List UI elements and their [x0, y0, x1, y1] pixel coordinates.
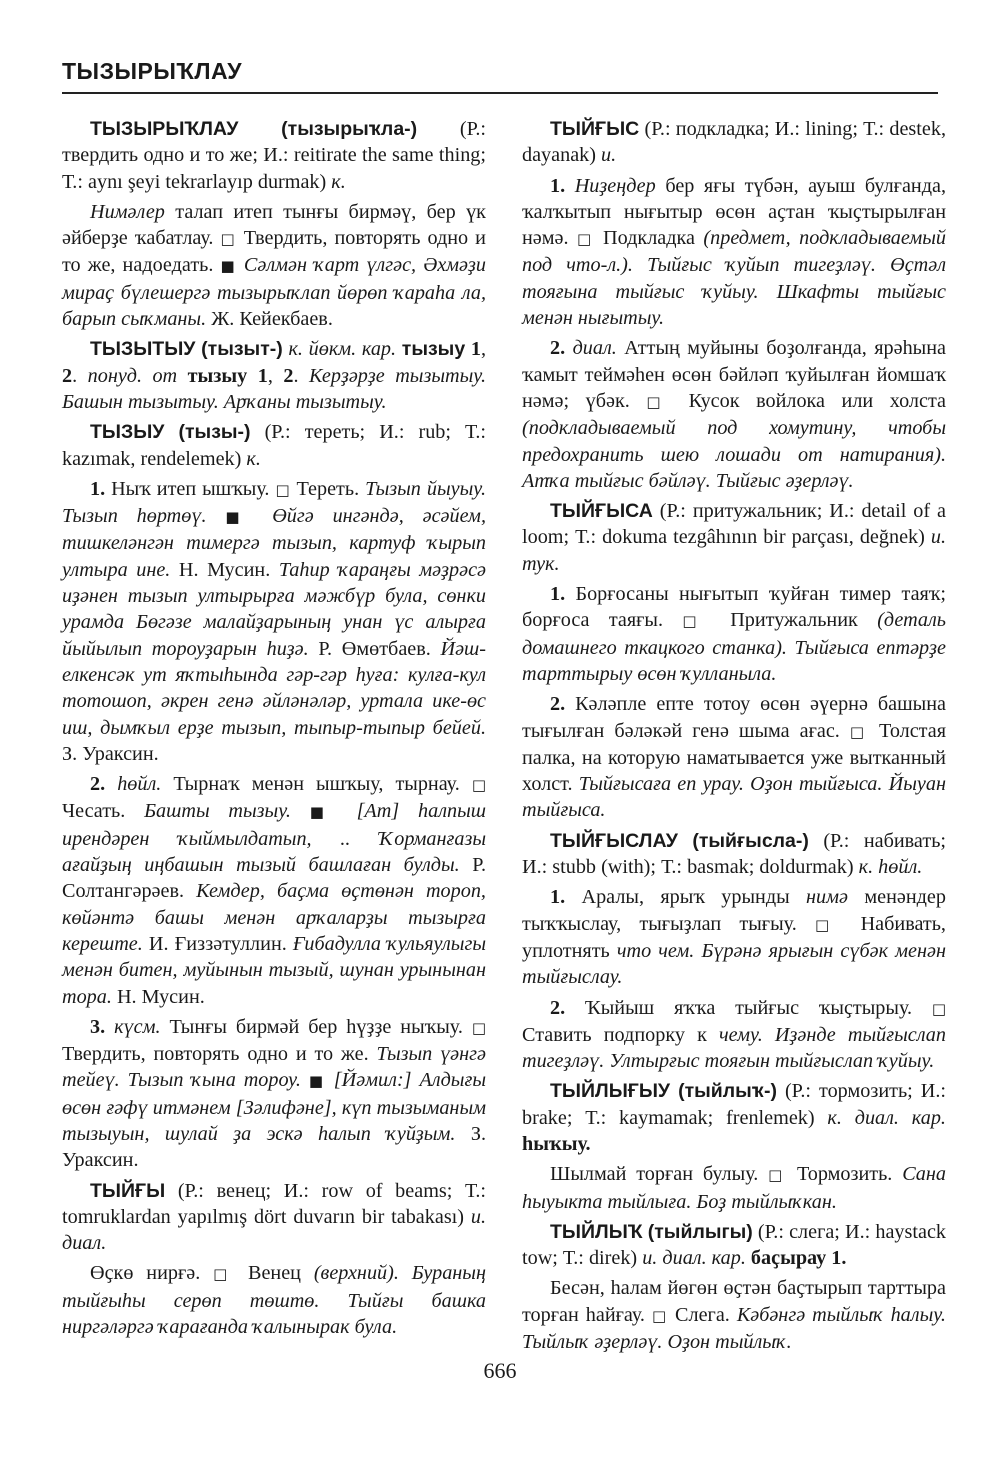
- text-run: Ж. Кейекбаев.: [206, 308, 333, 331]
- text-run: (предмет, подкладываемый под что-л.). Тыйғыс ҡуйып тигеҙләү. Өҫтәл тояғына тыйғыс ҡуйыу. Шкафты тыйғыс менән нығытыу.: [522, 227, 946, 330]
- dictionary-entry: [522, 1219, 946, 1272]
- entry-sense: [522, 581, 946, 687]
- text-run: [105, 773, 117, 795]
- text-run: и. диал. кар.: [642, 1247, 746, 1270]
- text-run: Притужальник: [710, 609, 878, 632]
- text-run: Ҡыйыш яҡҡа тыйғыс ҡыҫтырыу.: [565, 996, 932, 1019]
- text-run: .: [293, 364, 310, 387]
- text-run: Тынғы бирмәй бер һүҙҙе ныҡыу.: [160, 1015, 472, 1038]
- text-run: нимә: [806, 886, 848, 909]
- text-run: ,: [480, 338, 487, 361]
- text-run: [670, 1080, 678, 1102]
- headword: ТЫЙҒЫСА: [550, 500, 653, 523]
- text-run: [177, 365, 187, 387]
- text-run: Тыйғысаға еп урау. Оҙон тыйғыса. Йыуан тыйғыса.: [522, 773, 946, 822]
- marker-glyph: □: [577, 230, 595, 249]
- text-run: Н. Мусин.: [170, 558, 279, 581]
- text-run: (Р.: слега; И.: haystack tow; Т.: direk): [522, 1220, 947, 1270]
- text-run: [291, 800, 310, 822]
- text-run: 2: [62, 364, 73, 387]
- text-run: Твердить, повторять одно и то же, надоедать.: [62, 227, 486, 277]
- text-run: и. диал.: [62, 1205, 486, 1255]
- text-run: [338, 800, 357, 822]
- marker-glyph: □: [815, 915, 843, 934]
- text-run: [247, 365, 257, 387]
- dictionary-entry: [62, 336, 486, 415]
- headword: (тыйғысла-): [692, 829, 809, 852]
- text-run: Тызып йыуыу. Тызып һөртөү.: [62, 477, 486, 528]
- marker-glyph: ■: [220, 257, 237, 276]
- text-run: 1.: [550, 886, 566, 909]
- text-run: [105, 1016, 114, 1038]
- text-run: Тормозить.: [787, 1163, 903, 1186]
- headword: (тыйлыгы): [647, 1220, 753, 1243]
- dictionary-entry: [522, 498, 946, 577]
- text-run: Кәләпле епте тотоу өсөн әүернә башына тығылған бәләкәй генә шыма ағас.: [522, 693, 946, 742]
- text-run: [237, 254, 244, 276]
- headword: (тыйлыҡ-): [678, 1080, 777, 1103]
- text-run: баҫырау 1.: [750, 1247, 847, 1270]
- text-run: Таһир ҡараңғы мәҙрәсә иҙәнен тызып ултырырға мәжбүр була, сөнки урамда Бөгәзе малайҙарының унан үс алырға йыйылып тороуҙарын һиҙә.: [62, 558, 486, 660]
- text-run: к.: [246, 447, 261, 470]
- entry-sense: [522, 884, 946, 990]
- marker-glyph: ■: [309, 803, 338, 822]
- dictionary-entry: [522, 1078, 946, 1157]
- text-run: Шылмай торған булыу.: [550, 1163, 769, 1186]
- text-run: 2.: [550, 693, 566, 716]
- text-run: [238, 118, 281, 140]
- headword: (тызы-): [178, 421, 251, 444]
- text-run: (Р.: тереть; И.: rub; Т.: kazımak, rendelemek): [62, 421, 486, 470]
- text-run: менәндер тыҡҡыслау, тығыҙлап тығыу.: [522, 886, 946, 935]
- text-run: [253, 505, 272, 527]
- marker-glyph: □: [213, 1265, 236, 1284]
- text-run: 1.: [90, 477, 106, 500]
- text-run: 2: [283, 364, 294, 387]
- running-head: ТЫЗЫРЫҠЛАУ: [62, 58, 243, 84]
- entry-sense: [522, 1275, 946, 1355]
- text-run: Чесать.: [62, 800, 145, 823]
- headword: ТЫЗЫРЫҠЛАУ: [90, 118, 239, 140]
- text-run: Башты тызыу.: [144, 800, 291, 823]
- entry-sense: [522, 995, 946, 1075]
- text-run: Йәш-елкенсәк ут яҡтыһында гәр-гәр һуға: кулға-кул тотошоп, әкрен генә әйләнәләр, уртала ике-өс иш, дымҡыл ерҙе тызып, тыпыр-тыпыр бейей.: [62, 637, 486, 739]
- marker-glyph: □: [768, 1166, 788, 1185]
- page-number: 666: [483, 1358, 517, 1383]
- text-run: бер яғы түбән, ауыш булғанда, ҡалҡытып нығытыр өсөн аҫтан ҡыҫтырылған нәмә.: [522, 174, 946, 250]
- text-run: Набивать, уплотнять: [522, 912, 946, 962]
- text-run: (подкладываемый под хомутину, чтобы предохранить шею лошади от натирания). Атҡа тыйғыс бәйләү. Тыйғыс әҙерләү.: [522, 417, 946, 492]
- marker-glyph: □: [220, 230, 237, 249]
- text-run: [565, 175, 575, 197]
- marker-glyph: □: [471, 1018, 487, 1037]
- text-run: 1.: [550, 174, 566, 197]
- text-run: Сана һыуыкта тыйлыға. Боҙ тыйлыҡкан.: [522, 1163, 946, 1213]
- text-run: Бесән, һалам йөгөн өҫтән баҫтырып тарттыра торған һайғау.: [522, 1277, 946, 1326]
- text-run: ,: [267, 364, 284, 387]
- entry-sense: [62, 771, 486, 1010]
- text-run: Тызып үәнгә тейеү. Тызып ҡына тороу.: [62, 1043, 486, 1092]
- headword: ТЫЙҒЫ: [90, 1179, 166, 1202]
- text-run: Р. Өмөтбаев.: [308, 637, 441, 660]
- text-run: и. тук.: [522, 526, 946, 575]
- text-run: и.: [601, 144, 617, 167]
- entry-sense: [62, 1014, 486, 1174]
- text-run: 2.: [550, 996, 566, 1019]
- text-run: (верхний). Бураның тыйғыһы серөп төштө. Тыйғы башка ниргәләргә ҡарағанда ҡалынырак була.: [62, 1262, 486, 1339]
- marker-glyph: □: [651, 1306, 669, 1325]
- headword: ТЫЙЛЫҠ: [550, 1220, 643, 1243]
- text-run: [164, 421, 178, 443]
- headword: ТЫЙЛЫҒЫУ: [550, 1080, 671, 1103]
- text-run: к.: [331, 170, 346, 193]
- text-run: тызыу: [187, 364, 248, 387]
- text-run: Р. Солтангәрәев.: [62, 854, 487, 903]
- text-run: Твердить, повторять одно и то же.: [62, 1043, 377, 1066]
- text-run: Борғосаны нығытып ҡуйған тимер таяҡ; борғоса таяғы.: [522, 583, 946, 632]
- marker-glyph: ■: [308, 1072, 326, 1091]
- text-run: 3.: [90, 1015, 106, 1038]
- left-column: [62, 116, 486, 1344]
- dictionary-entry: [522, 116, 946, 169]
- text-run: Аралы, ярыҡ урынды: [565, 886, 807, 909]
- headword: ТЫЗЫТЫУ: [90, 338, 196, 361]
- text-run: Ставить подпорку к: [522, 1023, 720, 1046]
- text-run: 2.: [550, 337, 566, 360]
- text-run: понуд. от: [87, 364, 178, 387]
- text-run: Ғибадулла ҡульяулыгы менән битен, муйынын тызый, шунан урынынан тора.: [62, 932, 486, 1008]
- entry-sense: [522, 691, 946, 823]
- text-run: (Р.: твердить одно и то же; И.: reitirate the same thing; Т.: aynı şeyi tekrarlayıp durmak): [62, 118, 486, 193]
- text-run: .: [72, 364, 88, 387]
- text-run: 2.: [90, 773, 106, 796]
- text-run: 1: [470, 338, 481, 361]
- text-run: [301, 1069, 309, 1091]
- headword: ТЫЙҒЫСЛАУ: [550, 829, 678, 852]
- text-run: [678, 830, 692, 852]
- entry-sense: [522, 1161, 946, 1215]
- text-run: З. Ураксин.: [62, 1122, 486, 1172]
- entry-sense: [522, 173, 946, 332]
- text-run: Ныҡ итеп ышҡыу.: [105, 477, 276, 500]
- marker-glyph: □: [646, 392, 673, 411]
- text-run: Нимәлер: [90, 200, 165, 223]
- text-run: [Ат] һалпыш ирендәрен ҡыймылдатып, .. Ҡорманғазы ағайҙың иңбашын тызый башлаған булды.: [62, 800, 487, 877]
- dictionary-entry: [62, 419, 486, 472]
- text-run: (Р.: набивать; И.: stubb (with); Т.: basmak; doldurmak): [522, 829, 947, 879]
- text-run: к. диал. кар.: [827, 1106, 946, 1129]
- text-run: Подкладка: [594, 227, 704, 250]
- text-run: Аттың муйыны боҙолғанда, ярәһына ҡамыт теймәһен өсөн бәйләп ҡуйылған йомшаҡ нәмә; үбәк.: [522, 337, 946, 412]
- marker-glyph: □: [682, 612, 711, 631]
- text-run: (деталь домашнего ткацкого станка). Тыйғыса ептәрҙе тарттырыу өсөн ҡулланыла.: [522, 609, 946, 685]
- dictionary-entry: [522, 828, 946, 881]
- text-run: Керҙәрҙе тызытыу. Башын тызытыу. Арҡаны тызытыу.: [62, 364, 487, 413]
- marker-glyph: □: [931, 999, 946, 1018]
- text-run: Тырнаҡ менән ышҡыу, тырнау.: [161, 773, 472, 796]
- text-run: Н. Мусин.: [111, 985, 205, 1008]
- text-run: (Р.: подкладка; И.: lining; Т.: destek, dayanak): [522, 118, 946, 167]
- header-rule: [62, 92, 938, 94]
- marker-glyph: □: [471, 776, 487, 795]
- headword: ТЫЗЫУ: [90, 421, 165, 444]
- text-run: что чем. Бүрәнә ярығын сүбәк менән тыйғыслау.: [522, 939, 946, 989]
- text-run: Кемдер, баҫма өҫтөнән тороп, көйәнтә башы менән арҡаларҙы тызырға кереште.: [62, 880, 486, 955]
- text-run: (Р.: тормозить; И.: brake; Т.: kaymamak; frenlemek): [522, 1080, 946, 1129]
- text-run: Өҫкө нирғә.: [90, 1262, 214, 1285]
- entry-sense: [522, 335, 946, 494]
- entry-sense: [62, 199, 486, 332]
- text-run: 1: [257, 364, 268, 387]
- dictionary-entry: [62, 116, 486, 195]
- text-run: чему. Иҙәнде тыйғыслап тигеҙләү. Ултырғыс тояғын тыйғыслап ҡуйыу.: [522, 1023, 946, 1073]
- text-run: Толстая палка, на которую наматывается уже вытканный холст.: [522, 719, 946, 796]
- text-run: Кусок войлока или холста: [672, 389, 946, 412]
- text-run: Венец: [235, 1262, 314, 1285]
- text-run: Өйгә ингәндә, әсәйем, тишкеләнгән тимергә тызып, картуф ҡырып ултыра ине.: [62, 505, 486, 581]
- dictionary-entry: [62, 1178, 486, 1257]
- text-run: [565, 337, 572, 359]
- text-run: диал.: [572, 337, 617, 360]
- text-run: к. һөйл.: [858, 856, 923, 879]
- text-run: (Р.: притужальник; И.: detail of a loom; Т.: dokuma tezgâhının bir parçası, değnek): [522, 500, 946, 549]
- entry-sense: [62, 1260, 486, 1340]
- text-run: күсм.: [114, 1015, 161, 1038]
- right-column: [522, 116, 946, 1359]
- headword: (тызырыҡла-): [281, 118, 418, 140]
- text-run: [207, 505, 226, 527]
- entry-sense: [62, 476, 486, 767]
- text-run: [Йәмил:] Алдығы өсөн ғәфү итмәнем [Зәлифәне], күп тызыманым тызыуын, шулай ҙа эскә һалып ҡуйҙым.: [62, 1069, 487, 1145]
- marker-glyph: □: [275, 480, 291, 499]
- text-run: к. йөкм. кар.: [288, 338, 397, 361]
- text-run: З. Ураксин.: [62, 742, 159, 765]
- text-run: (Р.: венец; И.: row of beams; Т.: tomruklardan yapılmış dört duvarın bir tabakası): [62, 1179, 486, 1228]
- headword: тызыу: [401, 338, 466, 361]
- marker-glyph: ■: [225, 508, 254, 527]
- text-run: Слега.: [668, 1303, 737, 1326]
- text-run: Ниҙеңдер: [574, 174, 656, 197]
- headword: (тызыт-): [201, 338, 283, 361]
- headword: ТЫЙҒЫС: [550, 118, 640, 140]
- text-run: Сәлмән ҡарт үлгәс, Әхмәҙи мираҫ бүлешергә тызырыҡлап йөрөп ҡараһа ла, барып сыҡманы.: [62, 254, 486, 331]
- text-run: 1.: [550, 583, 566, 606]
- text-run: талап итеп тынғы бирмәү, бер үк әйберҙе ҡабатлау.: [62, 200, 486, 250]
- text-run: И. Ғиззәтуллин.: [142, 932, 293, 955]
- text-run: [326, 1069, 334, 1091]
- text-run: Кәбәнгә тыйлыҡ һалыу. Тыйлыҡ әҙерләү. Оҙон тыйлыҡ.: [522, 1303, 946, 1354]
- marker-glyph: □: [849, 722, 869, 741]
- text-run: һыҡыу.: [522, 1132, 591, 1155]
- text-run: Тереть.: [290, 477, 366, 500]
- text-run: һөйл.: [117, 773, 162, 796]
